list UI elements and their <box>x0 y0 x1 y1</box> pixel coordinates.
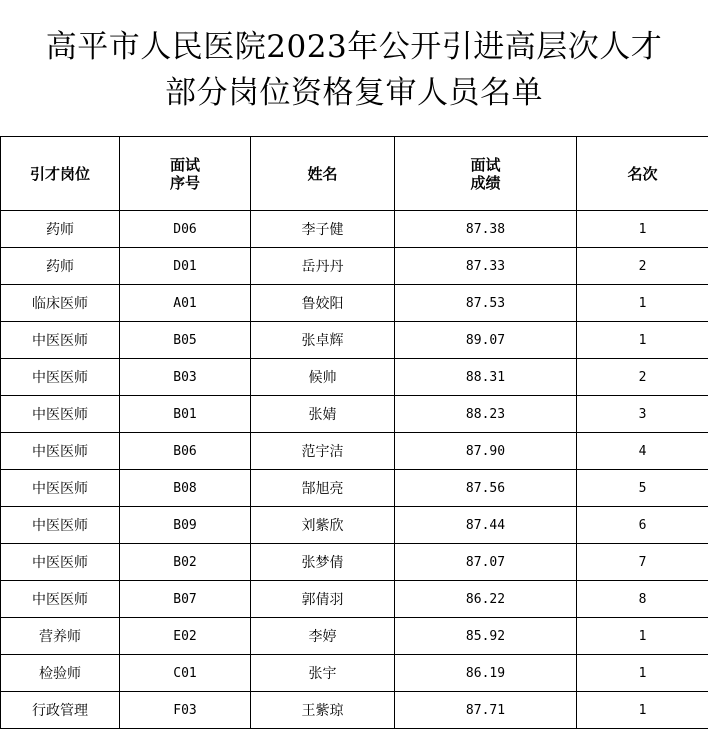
cell-rank: 1 <box>577 211 708 248</box>
cell-score: 87.38 <box>395 211 577 248</box>
header-interview-no-line2: 序号 <box>169 173 200 192</box>
cell-interview-no: B09 <box>120 507 251 544</box>
cell-interview-no: D06 <box>120 211 251 248</box>
table-row <box>1 359 708 396</box>
header-rank-label: 名次 <box>627 164 658 183</box>
header-interview-no <box>120 137 251 211</box>
cell-interview-no: B01 <box>120 396 251 433</box>
header-name-label: 姓名 <box>307 164 338 183</box>
cell-name: 郜旭亮 <box>251 470 395 507</box>
cell-score: 86.22 <box>395 581 577 618</box>
cell-score: 85.92 <box>395 618 577 655</box>
table-row <box>1 544 708 581</box>
cell-position: 临床医师 <box>1 285 120 322</box>
cell-rank: 1 <box>577 692 708 729</box>
cell-position: 药师 <box>1 211 120 248</box>
candidate-table <box>0 136 708 729</box>
cell-score: 87.07 <box>395 544 577 581</box>
cell-interview-no: F03 <box>120 692 251 729</box>
header-score-line1: 面试 <box>470 155 501 174</box>
cell-interview-no: B03 <box>120 359 251 396</box>
cell-score: 87.56 <box>395 470 577 507</box>
cell-interview-no: B05 <box>120 322 251 359</box>
table-row <box>1 692 708 729</box>
cell-name: 张宇 <box>251 655 395 692</box>
cell-position: 中医医师 <box>1 470 120 507</box>
table-header-row <box>1 137 708 211</box>
cell-score: 88.23 <box>395 396 577 433</box>
cell-score: 87.33 <box>395 248 577 285</box>
cell-interview-no: B06 <box>120 433 251 470</box>
cell-rank: 2 <box>577 248 708 285</box>
cell-position: 药师 <box>1 248 120 285</box>
cell-name: 刘紫欣 <box>251 507 395 544</box>
cell-position: 检验师 <box>1 655 120 692</box>
header-position-label: 引才岗位 <box>29 164 90 183</box>
cell-name: 张梦倩 <box>251 544 395 581</box>
document-title <box>0 24 708 116</box>
title-line-2: 部分岗位资格复审人员名单 <box>165 75 543 111</box>
table-row <box>1 470 708 507</box>
title-line-1: 高平市人民医院2023年公开引进高层次人才 <box>45 29 663 65</box>
cell-position: 营养师 <box>1 618 120 655</box>
cell-interview-no: B02 <box>120 544 251 581</box>
cell-name: 张卓辉 <box>251 322 395 359</box>
cell-interview-no: A01 <box>120 285 251 322</box>
cell-name: 王紫琼 <box>251 692 395 729</box>
cell-rank: 3 <box>577 396 708 433</box>
cell-name: 候帅 <box>251 359 395 396</box>
cell-score: 87.71 <box>395 692 577 729</box>
cell-rank: 8 <box>577 581 708 618</box>
cell-position: 中医医师 <box>1 396 120 433</box>
table-row <box>1 581 708 618</box>
table-row <box>1 285 708 322</box>
cell-rank: 1 <box>577 618 708 655</box>
table-row <box>1 507 708 544</box>
cell-position: 中医医师 <box>1 433 120 470</box>
cell-position: 中医医师 <box>1 322 120 359</box>
cell-name: 李婷 <box>251 618 395 655</box>
cell-interview-no: E02 <box>120 618 251 655</box>
table-row <box>1 211 708 248</box>
cell-score: 86.19 <box>395 655 577 692</box>
cell-rank: 1 <box>577 322 708 359</box>
cell-position: 中医医师 <box>1 581 120 618</box>
cell-name: 鲁姣阳 <box>251 285 395 322</box>
cell-position: 中医医师 <box>1 359 120 396</box>
cell-score: 89.07 <box>395 322 577 359</box>
cell-score: 87.90 <box>395 433 577 470</box>
cell-rank: 1 <box>577 655 708 692</box>
cell-score: 87.53 <box>395 285 577 322</box>
header-score-line2: 成绩 <box>470 173 501 192</box>
table-row <box>1 618 708 655</box>
cell-interview-no: C01 <box>120 655 251 692</box>
cell-interview-no: D01 <box>120 248 251 285</box>
cell-score: 88.31 <box>395 359 577 396</box>
cell-rank: 4 <box>577 433 708 470</box>
cell-position: 中医医师 <box>1 507 120 544</box>
header-rank <box>577 137 708 211</box>
table-row <box>1 433 708 470</box>
header-position <box>1 137 120 211</box>
table-row <box>1 248 708 285</box>
table-row <box>1 655 708 692</box>
cell-position: 行政管理 <box>1 692 120 729</box>
cell-position: 中医医师 <box>1 544 120 581</box>
cell-rank: 5 <box>577 470 708 507</box>
cell-name: 岳丹丹 <box>251 248 395 285</box>
cell-score: 87.44 <box>395 507 577 544</box>
cell-name: 李子健 <box>251 211 395 248</box>
table-row <box>1 322 708 359</box>
table-row <box>1 396 708 433</box>
cell-name: 郭倩羽 <box>251 581 395 618</box>
header-name <box>251 137 395 211</box>
cell-rank: 2 <box>577 359 708 396</box>
header-interview-no-line1: 面试 <box>169 155 200 174</box>
cell-interview-no: B07 <box>120 581 251 618</box>
cell-interview-no: B08 <box>120 470 251 507</box>
cell-name: 张婧 <box>251 396 395 433</box>
header-score <box>395 137 577 211</box>
cell-name: 范宇洁 <box>251 433 395 470</box>
cell-rank: 6 <box>577 507 708 544</box>
cell-rank: 1 <box>577 285 708 322</box>
cell-rank: 7 <box>577 544 708 581</box>
